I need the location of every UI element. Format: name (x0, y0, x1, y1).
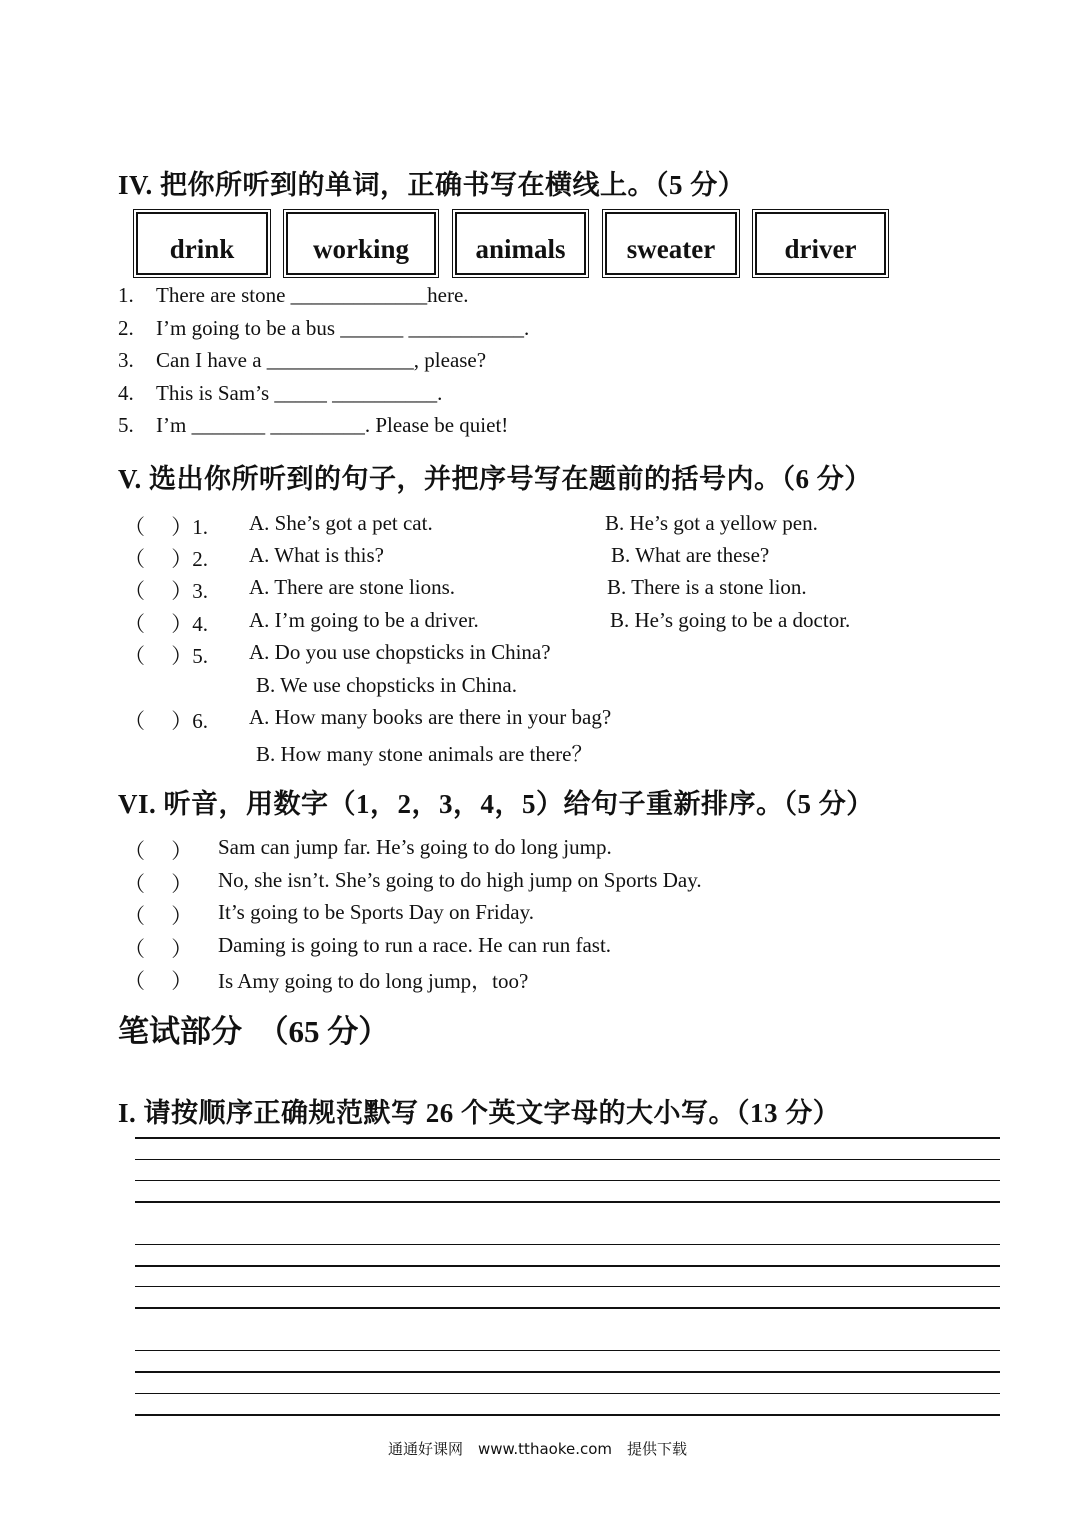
s6-sentence: No, she isn’t. She’s going to do high jump on Sports Day. (218, 868, 702, 892)
word-box-5: driver (755, 212, 886, 275)
s5-option-b: B. What are these? (611, 543, 770, 567)
writing-line (135, 1307, 1000, 1309)
s4-item-number: 5. (118, 413, 134, 437)
s4-item-text: I’m going to be a bus ______ ___________. (156, 316, 530, 340)
word-box-2: working (286, 212, 436, 275)
section1-heading: I. 请按顺序正确规范默写 26 个英文字母的大小写。（13 分） (118, 1098, 841, 1128)
s4-item-text: Can I have a ______________, please? (156, 348, 487, 372)
s6-sentence: It’s going to be Sports Day on Friday. (218, 900, 534, 924)
writing-line (135, 1159, 1000, 1160)
s4-item-text: There are stone _____________here. (156, 283, 469, 307)
s4-item-number: 2. (118, 316, 134, 340)
section6-heading: VI. 听音，用数字（1，2，3，4，5）给句子重新排序。（5 分） (118, 789, 874, 819)
section5-heading: V. 选出你所听到的句子，并把序号写在题前的括号内。（6 分） (118, 464, 872, 494)
section4-heading: IV. 把你所听到的单词，正确书写在横线上。（5 分） (118, 170, 746, 200)
written-part-title: 笔试部分 （65 分） (118, 1014, 390, 1049)
s5-option-b: B. He’s got a yellow pen. (605, 511, 818, 535)
s6-sentence: Daming is going to run a race. He can run fast. (218, 933, 612, 957)
s4-item-number: 1. (118, 283, 134, 307)
s6-bracket: （ ） (124, 937, 193, 961)
s6-bracket: （ ） (124, 839, 193, 863)
writing-line (135, 1371, 1000, 1373)
s4-item-text: I’m _______ _________. Please be quiet! (156, 413, 509, 437)
word-box-1: drink (136, 212, 268, 275)
s5-option-a: A. There are stone lions. (249, 575, 456, 599)
s5-bracket: （ ）4. (124, 612, 208, 636)
s5-option-b: B. We use chopsticks in China. (256, 673, 517, 697)
s6-sentence: Is Amy going to do long jump，too? (218, 969, 529, 993)
s6-bracket: （ ） (124, 904, 193, 928)
s5-bracket: （ ）2. (124, 547, 208, 571)
writing-line (135, 1244, 1000, 1245)
writing-line (135, 1180, 1000, 1181)
s5-bracket: （ ）6. (124, 709, 208, 733)
s5-option-b: B. He’s going to be a doctor. (610, 608, 851, 632)
s5-option-a: A. She’s got a pet cat. (249, 511, 433, 535)
s6-bracket: （ ） (124, 969, 193, 993)
s4-item-text: This is Sam’s _____ __________. (156, 381, 443, 405)
s5-option-a: A. Do you use chopsticks in China? (249, 640, 551, 664)
word-box-4: sweater (605, 212, 737, 275)
writing-line (135, 1137, 1000, 1139)
s5-bracket: （ ）3. (124, 579, 208, 603)
writing-line (135, 1265, 1000, 1267)
writing-line (135, 1201, 1000, 1203)
word-box-3: animals (455, 212, 586, 275)
s5-option-b: B. There is a stone lion. (607, 575, 807, 599)
s5-bracket: （ ）1. (124, 515, 208, 539)
s5-option-a: A. How many books are there in your bag? (249, 705, 612, 729)
s6-sentence: Sam can jump far. He’s going to do long jump. (218, 835, 612, 859)
s5-option-b: B. How many stone animals are there？ (256, 742, 593, 766)
writing-line (135, 1350, 1000, 1351)
writing-line (135, 1286, 1000, 1287)
writing-line (135, 1414, 1000, 1416)
writing-line (135, 1393, 1000, 1394)
s6-bracket: （ ） (124, 872, 193, 896)
s4-item-number: 4. (118, 381, 134, 405)
s5-option-a: A. What is this? (249, 543, 384, 567)
s5-bracket: （ ）5. (124, 644, 208, 668)
s5-option-a: A. I’m going to be a driver. (249, 608, 479, 632)
footer-text: 通通好课网 www.tthaoke.com 提供下载 (387, 1440, 688, 1458)
s4-item-number: 3. (118, 348, 134, 372)
